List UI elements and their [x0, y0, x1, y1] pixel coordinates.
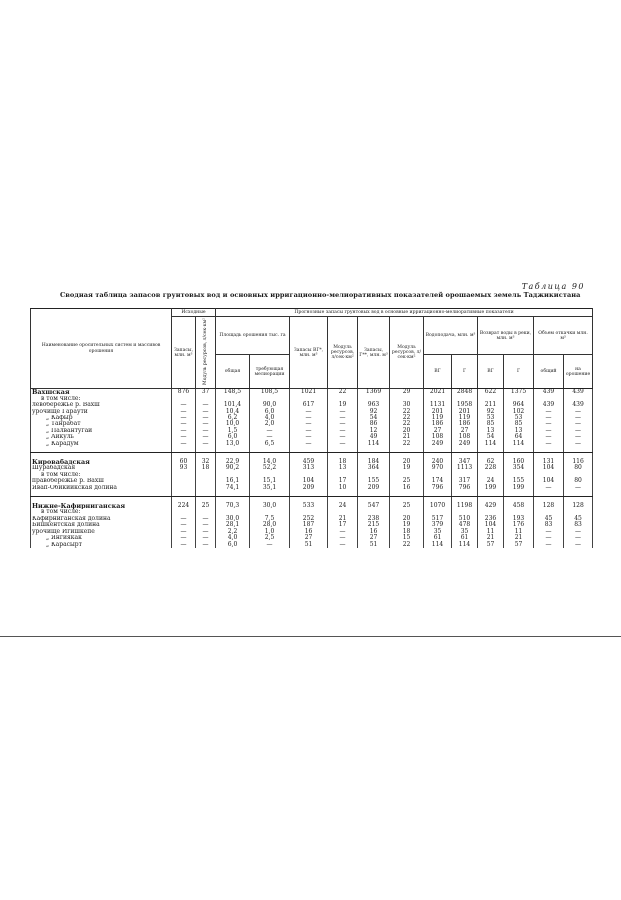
row-cell: 13	[328, 465, 358, 471]
row-cell: 187	[290, 522, 328, 528]
row-cell: 10	[328, 485, 358, 491]
row-cell: —	[196, 409, 216, 415]
row-cell: 22	[390, 415, 424, 421]
row-cell: —	[172, 428, 196, 434]
row-cell: 24	[328, 503, 358, 509]
row-cell: 27	[358, 535, 390, 541]
row-cell: 108	[424, 434, 452, 440]
row-cell: 128	[564, 503, 593, 509]
page-bottom-rule	[0, 636, 621, 637]
row-cell: 347	[452, 459, 478, 465]
row-name: „ Кафыр	[31, 415, 172, 421]
row-cell: —	[328, 409, 358, 415]
row-cell: 11	[504, 529, 534, 535]
row-cell: —	[172, 529, 196, 535]
row-cell: 1021	[290, 389, 328, 396]
row-cell: 16,1	[216, 478, 250, 484]
row-cell: 478	[452, 522, 478, 528]
row-cell: —	[196, 434, 216, 440]
row-cell: 13,0	[216, 441, 250, 447]
row-cell: 60	[172, 459, 196, 465]
row-cell: —	[172, 441, 196, 447]
row-cell: 25	[390, 503, 424, 509]
row-cell: 22	[390, 421, 424, 427]
row-cell: 83	[564, 522, 593, 528]
row-cell: 1198	[452, 503, 478, 509]
row-cell: 116	[564, 459, 593, 465]
groundwater-table	[30, 308, 593, 548]
row-cell: 35	[452, 529, 478, 535]
row-cell: 19	[328, 402, 358, 408]
row-cell: —	[172, 542, 196, 548]
row-name: правобережье р. Вахш	[31, 478, 172, 484]
row-cell: 92	[358, 409, 390, 415]
row-cell: 12	[358, 428, 390, 434]
row-cell: —	[564, 421, 593, 427]
row-name: в том числе:	[31, 396, 172, 402]
row-cell: 119	[424, 415, 452, 421]
row-cell: 30	[390, 402, 424, 408]
row-cell: 1131	[424, 402, 452, 408]
header-water-intake: Водоподача, млн. м³	[424, 317, 478, 355]
row-cell: 354	[504, 465, 534, 471]
row-cell: 19	[390, 465, 424, 471]
row-cell: 379	[424, 522, 452, 528]
row-cell: 114	[424, 542, 452, 548]
row-cell: 114	[358, 441, 390, 447]
row-cell: 15	[390, 535, 424, 541]
row-name: Вахшская	[31, 389, 172, 396]
row-cell: 10,4	[216, 409, 250, 415]
row-cell: 439	[564, 402, 593, 408]
header-return: Возврат воды в реки, млн. м³	[478, 317, 534, 355]
row-cell: —	[534, 535, 564, 541]
row-cell: 104	[534, 478, 564, 484]
row-cell: 439	[534, 389, 564, 396]
row-cell: 131	[534, 459, 564, 465]
row-cell: 228	[478, 465, 504, 471]
row-cell: 249	[452, 441, 478, 447]
row-cell: 174	[424, 478, 452, 484]
row-cell: 104	[534, 465, 564, 471]
row-cell: —	[290, 409, 328, 415]
row-cell: —	[196, 516, 216, 522]
row-cell: —	[196, 542, 216, 548]
row-cell: 92	[478, 409, 504, 415]
row-cell: 224	[172, 503, 196, 509]
row-cell: 796	[424, 485, 452, 491]
row-name: левобережье р. Вахш	[31, 402, 172, 408]
row-cell: —	[172, 535, 196, 541]
header-reserves: Запасы, млн. м³	[172, 317, 196, 389]
row-cell: 22	[328, 389, 358, 396]
row-cell: —	[534, 485, 564, 491]
row-name: Явап-Обикиикская долина	[31, 485, 172, 491]
row-cell: —	[534, 441, 564, 447]
header-name: Наименование оросительных систем и массивов орошения	[31, 309, 172, 389]
row-cell: 160	[504, 459, 534, 465]
row-cell: —	[564, 409, 593, 415]
row-cell: 1369	[358, 389, 390, 396]
row-cell: 18	[196, 465, 216, 471]
header-drain-irrig: на орошение	[564, 355, 593, 389]
table-title: Сводная таблица запасов грунтовых вод и основных ирригационно-мелиоративных показателей орошаемых земель Таджикистана	[60, 291, 581, 299]
row-cell: —	[196, 522, 216, 528]
row-cell: —	[196, 535, 216, 541]
row-name: „ Танрабат	[31, 421, 172, 427]
row-cell: 439	[534, 402, 564, 408]
row-cell: —	[172, 409, 196, 415]
row-cell: 35,1	[250, 485, 290, 491]
row-cell: —	[564, 415, 593, 421]
row-cell: 90,2	[216, 465, 250, 471]
row-cell: 37	[196, 389, 216, 396]
row-name: урочище Игишкепе	[31, 529, 172, 535]
row-cell: 85	[478, 421, 504, 427]
row-cell: —	[534, 409, 564, 415]
row-cell: —	[196, 402, 216, 408]
header-return-g: Г	[504, 355, 534, 389]
table-body	[31, 389, 593, 548]
row-cell: 2,5	[250, 535, 290, 541]
row-cell: 148,5	[216, 389, 250, 396]
row-cell: 439	[564, 389, 593, 396]
row-cell: 510	[452, 516, 478, 522]
row-cell: 11	[478, 529, 504, 535]
row-cell: —	[172, 402, 196, 408]
row-cell: 27	[452, 428, 478, 434]
row-cell: 6,0	[250, 409, 290, 415]
row-cell: 252	[290, 516, 328, 522]
header-modulus-g: Модуль ресурсов, л/сек·км²	[390, 317, 424, 389]
row-cell: 51	[358, 542, 390, 548]
row-cell: 211	[478, 402, 504, 408]
row-cell: 155	[504, 478, 534, 484]
row-cell: —	[196, 415, 216, 421]
row-cell: 533	[290, 503, 328, 509]
row-name: Кировабадская	[31, 459, 172, 465]
row-cell: 22	[390, 441, 424, 447]
row-cell: 238	[358, 516, 390, 522]
row-cell: —	[172, 522, 196, 528]
row-cell: —	[328, 415, 358, 421]
row-cell: 64	[504, 434, 534, 440]
row-cell: —	[564, 529, 593, 535]
row-name: „ Палвантугай	[31, 428, 172, 434]
row-cell: 30,0	[216, 516, 250, 522]
row-cell: —	[564, 428, 593, 434]
row-cell: 209	[290, 485, 328, 491]
row-cell: 796	[452, 485, 478, 491]
header-intake-g: Г	[452, 355, 478, 389]
row-cell: 317	[452, 478, 478, 484]
row-cell: 51	[290, 542, 328, 548]
row-cell: —	[534, 415, 564, 421]
row-cell: 1,0	[250, 529, 290, 535]
row-cell: —	[328, 542, 358, 548]
row-name: „ Карадум	[31, 441, 172, 447]
row-cell: 24	[478, 478, 504, 484]
row-cell: 15,1	[250, 478, 290, 484]
row-name: „ Янгиякак	[31, 535, 172, 541]
row-cell: —	[328, 441, 358, 447]
row-cell: 199	[478, 485, 504, 491]
row-name: „ Карасырт	[31, 542, 172, 548]
row-cell: 104	[478, 522, 504, 528]
row-cell: 70,3	[216, 503, 250, 509]
row-name: в том числе:	[31, 509, 172, 515]
row-cell: 19	[390, 522, 424, 528]
header-area-need: требующая мелиорации	[250, 355, 290, 389]
row-cell: 4,0	[216, 535, 250, 541]
row-cell: 22	[390, 542, 424, 548]
row-cell: —	[534, 529, 564, 535]
header-area-total: общая	[216, 355, 250, 389]
row-cell: 108,5	[250, 389, 290, 396]
row-cell: 45	[564, 516, 593, 522]
row-cell: —	[250, 428, 290, 434]
header-forecast: Прогнозные запасы грунтовых вод в основные ирригационно-мелиоративные показатели	[216, 309, 593, 317]
row-cell: —	[564, 485, 593, 491]
row-cell: 18	[328, 459, 358, 465]
row-cell: 193	[504, 516, 534, 522]
row-cell: 17	[328, 478, 358, 484]
table-header	[31, 309, 593, 389]
row-cell: 90,0	[250, 402, 290, 408]
table-row	[31, 542, 593, 548]
row-cell: 1375	[504, 389, 534, 396]
row-cell: 21	[328, 516, 358, 522]
table-label: Таблица 90	[521, 282, 585, 291]
row-cell: 199	[504, 485, 534, 491]
row-cell: 28,1	[216, 522, 250, 528]
row-cell: 1070	[424, 503, 452, 509]
row-cell: 13	[504, 428, 534, 434]
header-intake-vg: ВГ	[424, 355, 452, 389]
row-cell: —	[564, 542, 593, 548]
row-cell: 547	[358, 503, 390, 509]
row-cell: 101,4	[216, 402, 250, 408]
row-cell: —	[564, 434, 593, 440]
row-cell: 27	[424, 428, 452, 434]
row-cell: 16	[290, 529, 328, 535]
row-cell: 45	[534, 516, 564, 522]
row-cell: 16	[358, 529, 390, 535]
row-cell: 240	[424, 459, 452, 465]
header-drain-total: общий	[534, 355, 564, 389]
row-cell: —	[564, 535, 593, 541]
row-cell: 108	[452, 434, 478, 440]
row-cell: 22,9	[216, 459, 250, 465]
row-cell: 184	[358, 459, 390, 465]
row-cell: 21	[478, 535, 504, 541]
row-cell: 83	[534, 522, 564, 528]
row-name: Бишкентская долина	[31, 522, 172, 528]
row-cell: 1958	[452, 402, 478, 408]
row-name: Нижне-Кафирниганская	[31, 503, 172, 509]
row-cell: —	[328, 535, 358, 541]
row-cell: 876	[172, 389, 196, 396]
row-cell: 201	[424, 409, 452, 415]
row-cell: —	[196, 441, 216, 447]
row-cell: —	[290, 421, 328, 427]
row-cell: 429	[478, 503, 504, 509]
row-cell: 27	[290, 535, 328, 541]
row-name: Шурабадская	[31, 465, 172, 471]
row-cell: 30,0	[250, 503, 290, 509]
row-cell: 104	[290, 478, 328, 484]
row-cell: 18	[390, 529, 424, 535]
row-cell: —	[172, 421, 196, 427]
row-cell: —	[290, 434, 328, 440]
row-cell: 617	[290, 402, 328, 408]
row-cell: 2848	[452, 389, 478, 396]
row-cell: 2021	[424, 389, 452, 396]
row-cell: 93	[172, 465, 196, 471]
row-cell: 128	[534, 503, 564, 509]
header-modulus-res: Модуль ресурсов, л/сек·км²	[196, 317, 216, 389]
row-cell: 186	[424, 421, 452, 427]
row-cell: 25	[196, 503, 216, 509]
row-cell: 54	[358, 415, 390, 421]
row-cell: 16	[390, 485, 424, 491]
row-cell: 20	[390, 428, 424, 434]
row-cell: 1,5	[216, 428, 250, 434]
row-cell: —	[290, 441, 328, 447]
row-cell: —	[328, 421, 358, 427]
row-cell: 20	[390, 459, 424, 465]
row-cell: 6,0	[216, 434, 250, 440]
row-cell: 215	[358, 522, 390, 528]
row-cell: 29	[390, 389, 424, 396]
row-cell: 155	[358, 478, 390, 484]
row-name: Кафирниганская долина	[31, 516, 172, 522]
row-cell: —	[172, 415, 196, 421]
row-cell: 21	[390, 434, 424, 440]
row-cell: 236	[478, 516, 504, 522]
row-cell: 57	[478, 542, 504, 548]
row-cell: 52,2	[250, 465, 290, 471]
header-area: Площадь орошения тыс. га	[216, 317, 290, 355]
row-cell: 459	[290, 459, 328, 465]
row-cell: 622	[478, 389, 504, 396]
row-cell: 2,0	[250, 421, 290, 427]
header-reserves-g: Запасы, Г**, млн. м³	[358, 317, 390, 389]
row-cell: 10,0	[216, 421, 250, 427]
row-cell: 57	[504, 542, 534, 548]
row-cell: 970	[424, 465, 452, 471]
row-cell: 61	[424, 535, 452, 541]
row-cell: 1113	[452, 465, 478, 471]
row-cell: 53	[478, 415, 504, 421]
row-cell: 209	[358, 485, 390, 491]
row-cell: 74,1	[216, 485, 250, 491]
row-cell: 14,0	[250, 459, 290, 465]
row-cell: —	[172, 434, 196, 440]
row-cell: —	[328, 434, 358, 440]
row-cell: 364	[358, 465, 390, 471]
row-cell: —	[196, 421, 216, 427]
row-cell: 458	[504, 503, 534, 509]
row-cell: —	[250, 434, 290, 440]
row-cell: 6,2	[216, 415, 250, 421]
row-cell: 249	[424, 441, 452, 447]
row-name: „ Айкуль	[31, 434, 172, 440]
row-cell: 53	[504, 415, 534, 421]
row-cell: 22	[390, 409, 424, 415]
row-cell: 20	[390, 516, 424, 522]
row-cell: 32	[196, 459, 216, 465]
row-cell: —	[250, 542, 290, 548]
row-cell: —	[564, 441, 593, 447]
row-cell: 176	[504, 522, 534, 528]
row-cell: 4,0	[250, 415, 290, 421]
row-cell: 964	[504, 402, 534, 408]
row-cell: 114	[504, 441, 534, 447]
row-cell: 80	[564, 465, 593, 471]
row-cell: 114	[452, 542, 478, 548]
row-cell: 25	[390, 478, 424, 484]
row-cell: 963	[358, 402, 390, 408]
row-cell: 80	[564, 478, 593, 484]
row-cell: —	[534, 428, 564, 434]
header-initial: Исходные	[172, 309, 216, 317]
row-cell: 102	[504, 409, 534, 415]
row-cell: 119	[452, 415, 478, 421]
header-return-vg: ВГ	[478, 355, 504, 389]
row-cell: 17	[328, 522, 358, 528]
row-cell: 201	[452, 409, 478, 415]
row-cell: —	[534, 542, 564, 548]
row-cell: —	[290, 428, 328, 434]
row-cell: 21	[504, 535, 534, 541]
row-cell: —	[534, 421, 564, 427]
row-cell: 313	[290, 465, 328, 471]
row-cell: 7,5	[250, 516, 290, 522]
row-name: в том числе:	[31, 472, 172, 478]
row-cell: —	[328, 428, 358, 434]
row-cell: 86	[358, 421, 390, 427]
row-cell: —	[290, 415, 328, 421]
table-group-row	[31, 389, 593, 396]
row-cell: —	[328, 529, 358, 535]
row-cell: 62	[478, 459, 504, 465]
row-cell: 114	[478, 441, 504, 447]
row-cell: 85	[504, 421, 534, 427]
row-cell: 517	[424, 516, 452, 522]
header-modulus-vg: Модуль ресурсов, л/сек·км²	[328, 317, 358, 389]
row-cell: 6,0	[216, 542, 250, 548]
header-reserves-vg: Запасы ВГ*, млн. м³	[290, 317, 328, 389]
row-cell: 35	[424, 529, 452, 535]
row-cell: 54	[478, 434, 504, 440]
row-cell: —	[172, 516, 196, 522]
row-cell: —	[196, 529, 216, 535]
row-cell: —	[534, 434, 564, 440]
row-cell: 13	[478, 428, 504, 434]
row-name: урочище Гараути	[31, 409, 172, 415]
row-cell: 186	[452, 421, 478, 427]
row-cell: 6,5	[250, 441, 290, 447]
header-drain: Объем откачки млн. м³	[534, 317, 593, 355]
row-cell: 2,2	[216, 529, 250, 535]
row-cell: 61	[452, 535, 478, 541]
row-cell: —	[196, 428, 216, 434]
row-cell: 28,0	[250, 522, 290, 528]
row-cell: 49	[358, 434, 390, 440]
